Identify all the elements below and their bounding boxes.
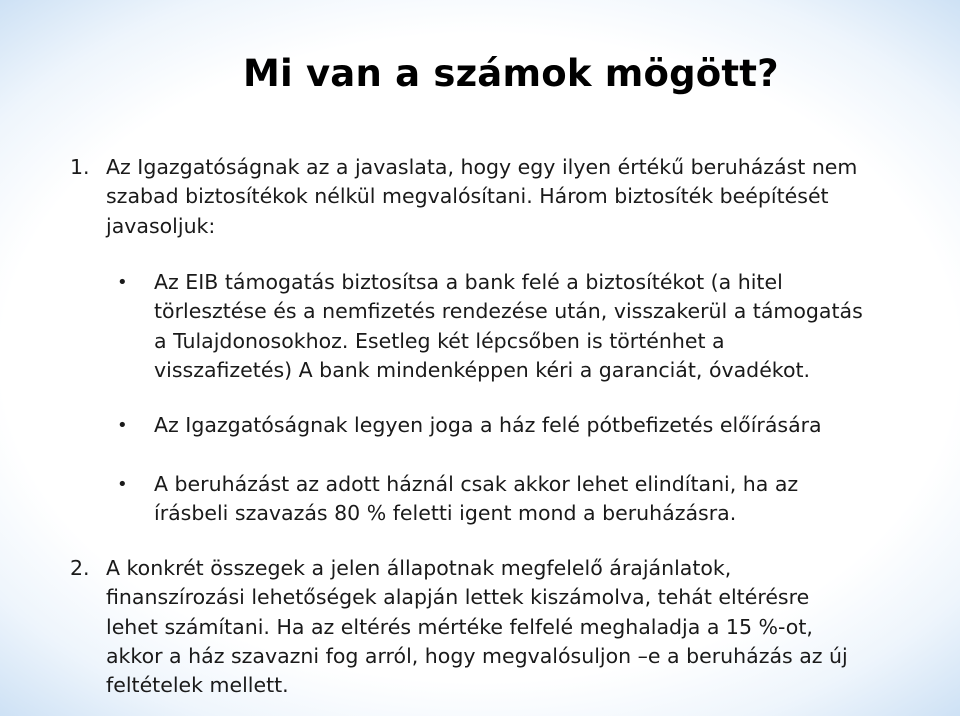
item-2-line: akkor a ház szavazni fog arról, hogy megvalósuljon –e a beruházás az új (106, 643, 848, 668)
item-1-text (106, 153, 857, 241)
item-2-line: A konkrét összegek a jelen állapotnak megfelelő árajánlatok, (106, 556, 732, 580)
bullet-3-line: írásbeli szavazás 80 % feletti igent mond a beruházásra. (154, 501, 737, 526)
bullet-2-line: Az Igazgatóságnak legyen joga a ház felé pótbefizetés előírására (154, 413, 822, 437)
bullet-1-line: visszafizetés) A bank mindenképpen kéri a garanciát, óvadékot. (154, 357, 811, 382)
bullet-1-line: Az EIB támogatás biztosítsa a bank felé a biztosítékot (a hitel (154, 270, 783, 294)
item-2-line: lehet számítani. Ha az eltérés mértéke felfelé meghaladja a 15 %-ot, (106, 614, 813, 639)
bullet-3-text (154, 470, 798, 529)
bullet-1-text (154, 268, 863, 385)
item-2-number: 2. (70, 556, 90, 580)
item-1-line: javasoljuk: (106, 213, 216, 238)
item-2-line: feltételek mellett. (106, 673, 289, 698)
bullet-icon: • (117, 415, 128, 436)
item-2-text (106, 554, 848, 700)
bullet-3-line: A beruházást az adott háznál csak akkor lehet elindítani, ha az (154, 472, 799, 496)
bullet-icon: • (117, 474, 128, 495)
bullet-1-line: a Tulajdonosokhoz. Esetleg két lépcsőben is történhet a (154, 328, 725, 353)
bullet-icon: • (117, 272, 128, 293)
item-1-number: 1. (70, 155, 90, 179)
bullet-1-line: törlesztése és a nemfizetés rendezése után, visszakerül a támogatás (154, 299, 863, 324)
item-1-line: Az Igazgatóságnak az a javaslata, hogy egy ilyen értékű beruházást nem (106, 155, 858, 179)
bullet-2-text (154, 411, 822, 440)
item-1-line: szabad biztosítékok nélkül megvalósítani. Három biztosíték beépítését (106, 184, 829, 209)
slide-title: Mi van a számok mögött? (243, 52, 779, 95)
item-2-line: finanszírozási lehetőségek alapján lettek kiszámolva, tehát eltérésre (106, 585, 810, 610)
